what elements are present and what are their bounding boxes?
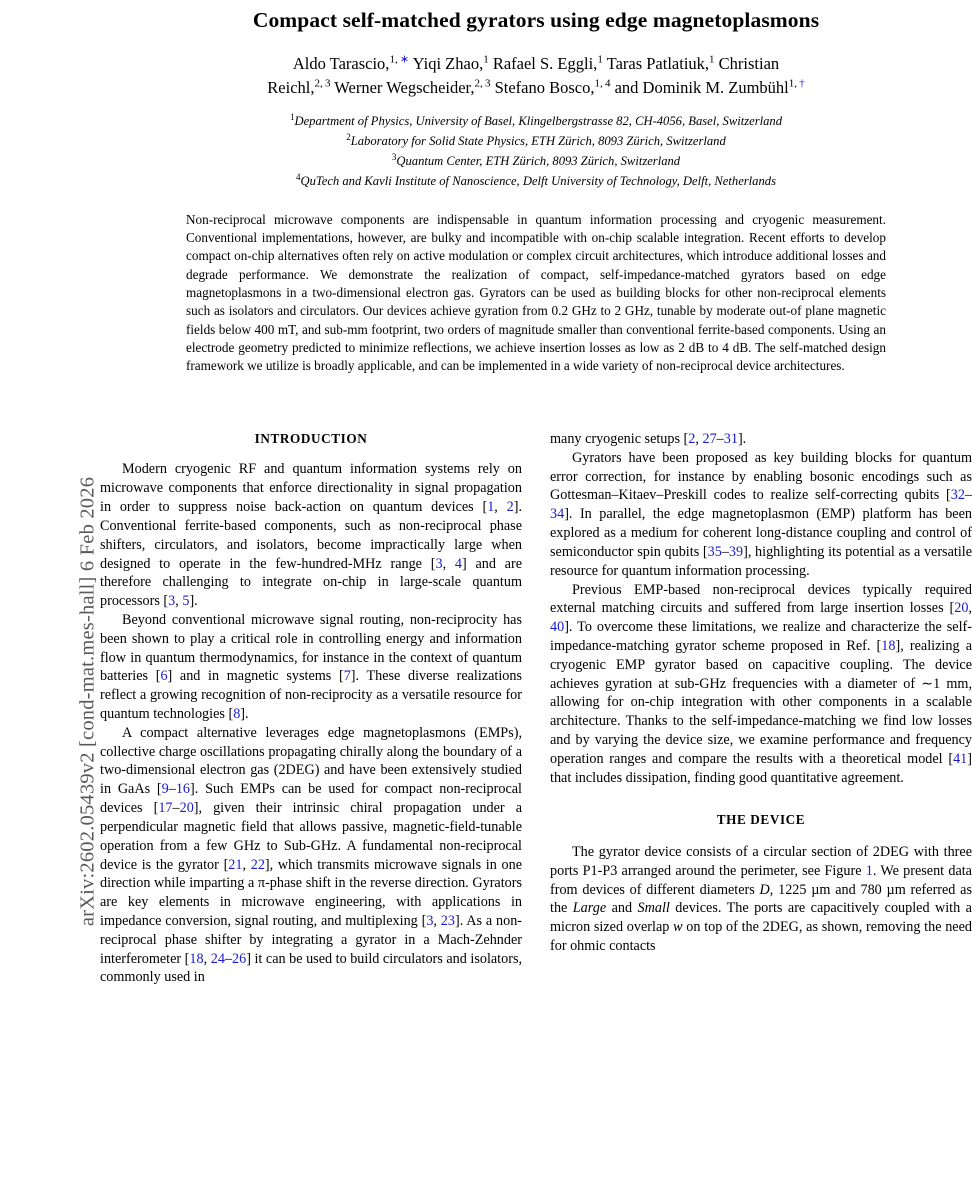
affiliation-2-text: Laboratory for Solid State Physics, ETH Zürich, 8093 Zürich, Switzerland [350,133,726,148]
citation-link[interactable]: 31 [723,431,738,447]
paragraph: The gyrator device consists of a circular section of 2DEG with three ports P1-P3 arranged around the perimeter, see Figure 1. We present data from devices of different diameters D, 1225 µm and 780 µm referred as the Large and Small devices. The ports are capacitively coupled with a micron sized overlap w on top of the 2DEG, as shown, removing the need for ohmic contacts [550,843,972,954]
section-heading-introduction: INTRODUCTION [254,431,368,446]
citation-link[interactable]: 7 [343,668,351,685]
left-column [100,430,522,987]
citation-link[interactable]: 39 [728,543,744,560]
citation-link[interactable]: 27 [702,431,717,447]
paragraph: Gyrators have been proposed as key building blocks for quantum error correction, for instance by enabling bosonic encodings such as Gottesman–Kitaev–Preskill codes to realize self-correcting qubits [32–34]. In parallel, the edge magnetoplasmon (EMP) platform has been explored as a medium for coherent long-distance coupling and control of semiconductor spin qubits [35–39], highlighting its potential as a versatile resource for quantum information processing. [550,449,972,579]
citation-link[interactable]: 23 [440,912,455,929]
citation-link[interactable]: 24 [210,950,225,967]
paragraph: Beyond conventional microwave signal routing, non-reciprocity has been shown to play a critical role in controlling energy and information flow in quantum thermodynamics, for instance in the context of quantum batteries [6] and in magnetic systems [7]. These diverse realizations reflect a growing recognition of non-reciprocity as a versatile resource for quantum technologies [8]. [100,611,523,723]
corresponding-author-marker[interactable]: ∗ [399,53,410,66]
figure-link[interactable]: 1 [865,862,873,879]
citation-link[interactable]: 22 [250,856,265,873]
section-heading-device: THE DEVICE [716,812,806,828]
body-columns [100,430,972,987]
affiliation-1-text: Department of Physics, University of Basel, Klingelbergstrasse 82, CH-4056, Basel, Switzerland [294,113,782,128]
citation-link[interactable]: 3 [168,593,176,610]
citation-link[interactable]: 21 [228,856,243,873]
citation-link[interactable]: 34 [550,506,565,523]
paragraph: Modern cryogenic RF and quantum information systems rely on microwave components that enforce directionality in signal propagation in order to suppress noise back-action on quantum devices [1, 2]. Conventional ferrite-based components, such as non-reciprocal phase shifters, circulators, and isolators, become impractically large when designed to operate in the few-hundred-MHz range [3, 4] and are therefore challenging to integrate on-chip in large-scale quantum processors [3, 5]. [100,461,523,610]
paper-content [100,0,972,1200]
citation-link[interactable]: 18 [189,950,204,967]
citation-link[interactable]: 9 [161,781,169,798]
citation-link[interactable]: 16 [175,781,191,798]
citation-link[interactable]: 6 [160,668,168,685]
citation-link[interactable]: 20 [954,600,969,617]
affiliation-3: $^3$Quantum Center, ETH Zürich, 8093 Zürich, Switzerland [391,151,681,168]
affiliation-2: $^2$Laboratory for Solid State Physics, ETH Zürich, 8093 Zürich, Switzerland [346,131,726,148]
arxiv-stamp: arXiv:2602.05439v2 [cond-mat.mes-hall] 6 Feb 2026 [76,476,99,927]
citation-link[interactable]: 35 [707,543,722,560]
affiliation-4-text: QuTech and Kavli Institute of Nanoscience, Delft University of Technology, Delft, Netherlands [300,174,776,189]
citation-link[interactable]: 4 [454,555,462,572]
author-line-1: Aldo Tarascio,$^{1,}$ ∗ Yiqi Zhao,$^1$ Rafael S. Eggli,$^1$ Taras Patlatiuk,$^1$ Christian [292,53,780,73]
citation-link[interactable]: 26 [232,950,247,967]
citation-link[interactable]: 2 [688,431,696,447]
citation-link[interactable]: 17 [158,800,173,817]
affiliations [100,111,972,191]
page-title: Compact self-matched gyrators using edge magnetoplasmons [252,8,820,32]
author-list [100,52,972,100]
citation-link[interactable]: 2 [506,499,514,516]
affiliation-3-text: Quantum Center, ETH Zürich, 8093 Zürich, Switzerland [396,153,681,168]
abstract: Non-reciprocal microwave components are indispensable in quantum information processing and cryogenic measurement. Conventional implementations, however, are bulky and incompatible with on-chip scalable integration. Recent efforts to develop compact on-chip alternatives often rely on active modulation or complex circuit architectures, which introduce additional losses and degrade performance. We demonstrate the realization of compact, self-impedance-matched gyrators based on edge magnetoplasmons in a two-dimensional electron gas. Gyrators can be used as building blocks for other non-reciprocal elements such as isolators and circulators. Our devices achieve gyration from 0.2 GHz to 2 GHz, tunable by moderate out-of plane magnetic fields below 400 mT, and sub-mm footprint, two orders of magnitude smaller than conventional ferrite-based components. Using an electrode geometry predicted to minimize reflections, we achieve insertion losses as low as 2 dB to 4 dB. The self-matched design framework we utilize is broadly applicable, and can be implemented in a wide variety of non-reciprocal device architectures. [186,211,886,374]
paragraph: A compact alternative leverages edge magnetoplasmons (EMPs), collective charge oscillations propagating chirally along the boundary of a two-dimensional electron gas (2DEG) and have been extensively studied in GaAs [9–16]. Such EMPs can be used for compact non-reciprocal devices [17–20], given their intrinsic chiral propagation under a perpendicular magnetic field that allows passive, magnetic-field-tunable operation from a few GHz to Sub-GHz. A fundamental non-reciprocal device is the gyrator [21, 22], which transmits microwave signals in one direction while imparting a π-phase shift in the reverse direction. Gyrators are key elements in microwave engineering, with applications in impedance conversion, signal routing, and multiplexing [3, 23]. As a non-reciprocal phase shifter by integrating a gyrator in a Mach-Zehnder interferometer [18, 24–26] it can be used to build circulators and isolators, commonly used in [100,724,523,986]
citation-link[interactable]: 3 [426,912,434,929]
citation-link[interactable]: 3 [435,555,443,572]
citation-link[interactable]: 5 [182,593,190,610]
citation-link[interactable]: 8 [233,706,241,723]
paragraph: Previous EMP-based non-reciprocal devices typically required external matching circuits and suffered from large insertion losses [20, 40]. To overcome these limitations, we realize and characterize the self-impedance-matching gyrator scheme proposed in Ref. [18], realizing a cryogenic EMP gyrator based on capacitive coupling. The device achieves gyration at sub-GHz frequencies with a diameter of ∼1 mm, allowing for on-chip integration with other components in a scalable architecture. Thanks to the self-impedance-matching we find low losses and by varying the device size, we examine performance and frequency operation ranges and compare the results with a theoretical model [41] that includes dissipation, finding good quantitative agreement. [550,581,972,786]
author-line-2: Reichl,$^{2, 3}$ Werner Wegscheider,$^{2, 3}$ Stefano Bosco,$^{1, 4}$ and Dominik M. Zumbühl$^{1,}$ † [267,77,805,97]
citation-link[interactable]: 32 [950,487,965,504]
paragraph: many cryogenic setups [2, 27–31]. [550,431,747,447]
citation-link[interactable]: 40 [550,619,565,636]
citation-link[interactable]: 1 [487,499,495,516]
corresponding-author-marker-2[interactable]: † [799,77,805,90]
right-column [550,430,972,987]
citation-link[interactable]: 41 [953,750,968,767]
affiliation-4: $^4$QuTech and Kavli Institute of Nanoscience, Delft University of Technology, Delft, Netherlands [296,171,776,189]
affiliation-1: $^1$Department of Physics, University of Basel, Klingelbergstrasse 82, CH-4056, Basel, Switzerland [290,111,782,128]
citation-link[interactable]: 20 [179,800,194,817]
citation-link[interactable]: 18 [881,637,896,654]
